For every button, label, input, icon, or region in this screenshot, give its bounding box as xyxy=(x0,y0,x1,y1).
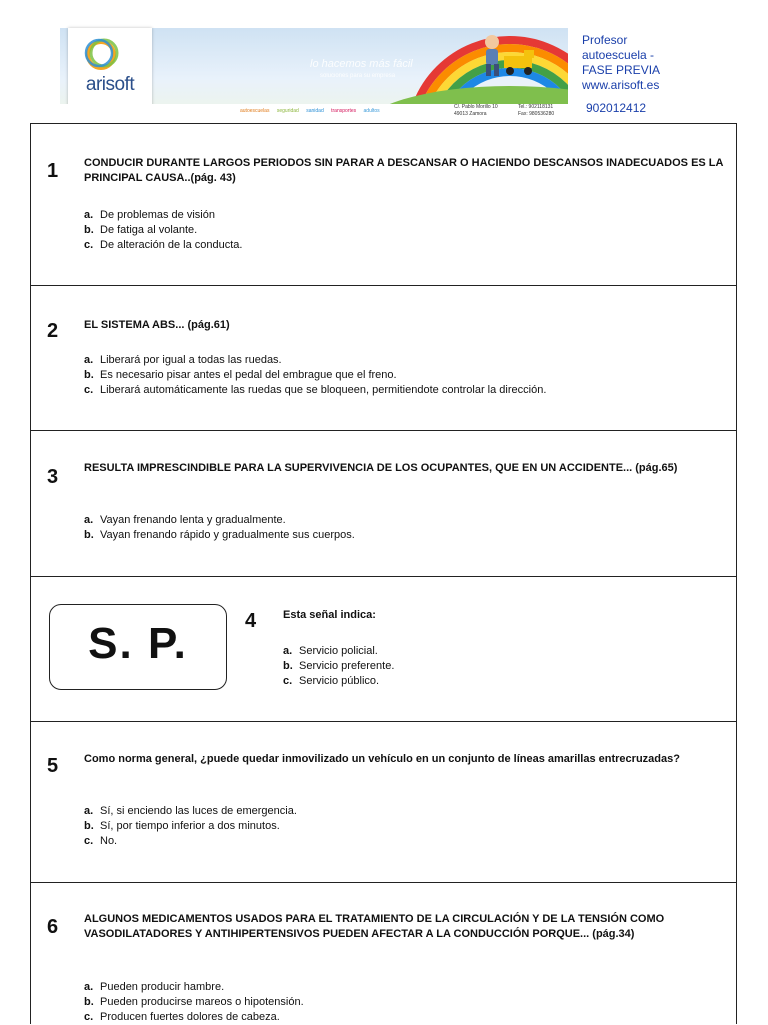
answer-option-a[interactable] xyxy=(84,353,724,368)
answer-options xyxy=(84,208,724,253)
question-text: EL SISTEMA ABS... (pág.61) xyxy=(84,319,230,331)
address-line-2: 49013 Zamora xyxy=(454,111,487,117)
option-letter: b. xyxy=(283,660,293,672)
answer-option-b[interactable] xyxy=(84,819,724,834)
answer-options xyxy=(84,980,724,1025)
question-text: ALGUNOS MEDICAMENTOS USADOS PARA EL TRATAMIENTO DE LA CIRCULACIÓN Y DE LA TENSIÓN COMO VASODILATADORES Y ANTIHIPERTENSIVOS PUEDEN AFECTAR A LA CONDUCCIÓN PORQUE... (pág.34) xyxy=(84,913,665,940)
option-text: No. xyxy=(100,835,118,847)
option-text: Es necesario pisar antes el pedal del embrague que el freno. xyxy=(100,369,397,381)
question-number: 1 xyxy=(47,160,59,182)
option-text: Liberará automáticamente las ruedas que se bloqueen, permitiendote controlar la dirección. xyxy=(100,384,547,396)
header-right-line-3: FASE PREVIA xyxy=(582,63,661,77)
option-text: Pueden producirse mareos o hipotensión. xyxy=(100,996,304,1008)
answer-option-a[interactable] xyxy=(283,644,723,659)
option-letter: c. xyxy=(84,384,94,396)
option-text: Pueden producir hambre. xyxy=(100,981,225,993)
answer-option-c[interactable] xyxy=(84,1010,724,1025)
question-block-6 xyxy=(30,882,737,1024)
question-text: CONDUCIR DURANTE LARGOS PERIODOS SIN PARAR A DESCANSAR O HACIENDO DESCANSOS INADECUADOS ES LA PRINCIPAL CAUSA..(pág. 43) xyxy=(84,157,724,184)
option-text: Sí, por tiempo inferior a dos minutos. xyxy=(100,820,280,832)
child-with-toy-truck-image xyxy=(478,32,538,82)
option-text: Servicio policial. xyxy=(299,645,378,657)
option-text: De problemas de visión xyxy=(100,209,215,221)
option-letter: b. xyxy=(84,369,94,381)
answer-option-b[interactable] xyxy=(84,368,724,383)
contact-address xyxy=(454,104,498,118)
question-block-3 xyxy=(30,430,737,576)
answer-option-c[interactable] xyxy=(84,834,724,849)
arisoft-rings-icon xyxy=(68,28,152,78)
option-letter: c. xyxy=(84,239,94,251)
service-autoescuelas: autoescuelas xyxy=(240,108,270,114)
answer-option-c[interactable] xyxy=(84,238,724,253)
option-text: Vayan frenando lenta y gradualmente. xyxy=(100,514,286,526)
option-letter: a. xyxy=(84,805,94,817)
sign-text: S. P. xyxy=(88,619,188,668)
question-block-1 xyxy=(30,123,737,285)
option-letter: b. xyxy=(84,820,94,832)
answer-option-b[interactable] xyxy=(84,995,724,1010)
service-sanidad: sanidad xyxy=(306,108,324,114)
option-letter: c. xyxy=(84,835,94,847)
question-number: 5 xyxy=(47,755,59,777)
header-phone: 902012412 xyxy=(586,101,647,115)
answer-options xyxy=(84,353,724,398)
answer-options xyxy=(84,804,724,849)
option-letter: a. xyxy=(283,645,293,657)
question-block-5 xyxy=(30,721,737,882)
question-number: 6 xyxy=(47,916,59,938)
option-letter: a. xyxy=(84,209,94,221)
option-letter: b. xyxy=(84,996,94,1008)
option-text: Sí, si enciendo las luces de emergencia. xyxy=(100,805,297,817)
website-link[interactable]: www.arisoft.es xyxy=(582,78,660,92)
header-right-line-1: Profesor xyxy=(582,33,628,47)
contact-phones xyxy=(518,104,554,118)
service-seguridad: seguridad xyxy=(276,108,299,114)
banner-slogan-sub: soluciones para su empresa xyxy=(320,73,396,79)
option-letter: b. xyxy=(84,224,94,236)
question-number: 3 xyxy=(47,466,59,488)
option-letter: a. xyxy=(84,354,94,366)
question-text: RESULTA IMPRESCINDIBLE PARA LA SUPERVIVENCIA DE LOS OCUPANTES, QUE EN UN ACCIDENTE... (pág.65) xyxy=(84,462,678,474)
service-transportes: transportes xyxy=(331,108,357,114)
option-letter: c. xyxy=(283,675,293,687)
header-right-info xyxy=(582,33,660,93)
header-right-line-2: autoescuela - xyxy=(582,48,655,62)
option-text: Servicio público. xyxy=(299,675,380,687)
question-text: Esta señal indica: xyxy=(283,609,376,621)
sp-road-sign xyxy=(49,604,227,690)
answer-option-b[interactable] xyxy=(283,659,723,674)
option-text: De fatiga al volante. xyxy=(100,224,198,236)
answer-options xyxy=(283,644,723,689)
answer-option-c[interactable] xyxy=(84,383,724,398)
option-text: Producen fuertes dolores de cabeza. xyxy=(100,1011,280,1023)
answer-option-c[interactable] xyxy=(283,674,723,689)
answer-option-a[interactable] xyxy=(84,804,724,819)
option-text: De alteración de la conducta. xyxy=(100,239,243,251)
question-block-2 xyxy=(30,285,737,430)
question-number: 4 xyxy=(245,610,257,632)
banner-slogan: lo hacemos más fácil xyxy=(310,58,413,70)
option-text: Liberará por igual a todas las ruedas. xyxy=(100,354,282,366)
question-block-4 xyxy=(30,576,737,721)
address-line-1: C/. Pablo Morillo 10 xyxy=(454,104,498,110)
answer-option-a[interactable] xyxy=(84,980,724,995)
service-adultos: adultos xyxy=(363,108,380,114)
logo-text: arisoft xyxy=(85,74,135,95)
question-text: Como norma general, ¿puede quedar inmovilizado un vehículo en un conjunto de líneas amarillas entrecruzadas? xyxy=(84,753,680,765)
answer-option-b[interactable] xyxy=(84,528,724,543)
option-letter: a. xyxy=(84,514,94,526)
fax-number: Fax: 980536280 xyxy=(518,111,555,117)
answer-option-a[interactable] xyxy=(84,513,724,528)
option-letter: c. xyxy=(84,1011,94,1023)
answer-option-a[interactable] xyxy=(84,208,724,223)
option-text: Servicio preferente. xyxy=(299,660,395,672)
services-list xyxy=(240,108,386,114)
question-number: 2 xyxy=(47,320,59,342)
answer-option-b[interactable] xyxy=(84,223,724,238)
answer-options xyxy=(84,513,724,543)
logo xyxy=(68,28,152,112)
option-text: Vayan frenando rápido y gradualmente sus cuerpos. xyxy=(100,529,355,541)
option-letter: a. xyxy=(84,981,94,993)
tel-number: Tel.: 902118131 xyxy=(518,104,554,110)
option-letter: b. xyxy=(84,529,94,541)
